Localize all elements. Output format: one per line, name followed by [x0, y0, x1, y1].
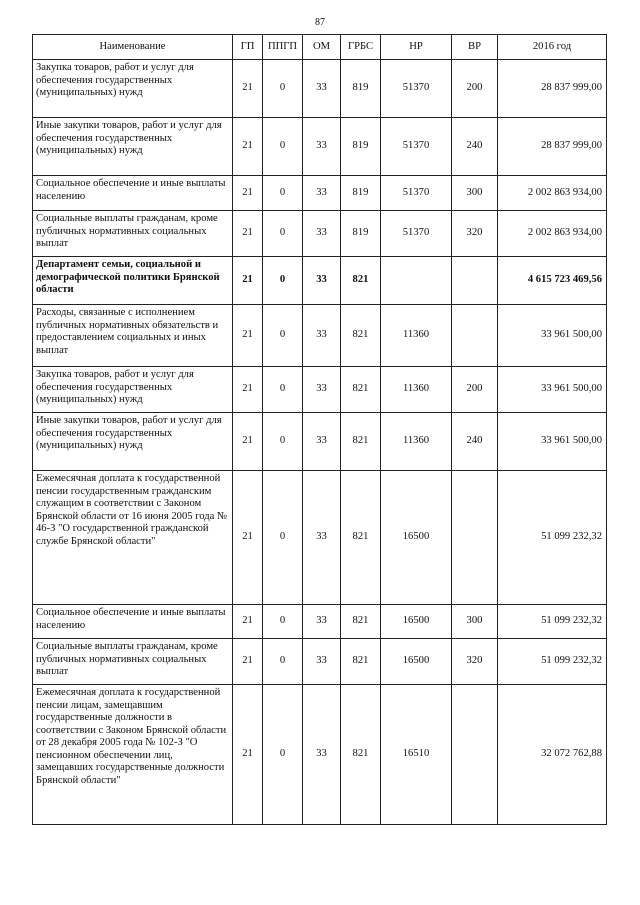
table-row	[33, 305, 607, 367]
row-amount-2016: 4 615 723 469,56	[498, 257, 607, 305]
row-amount-2016: 51 099 232,32	[498, 605, 607, 639]
row-vr: 200	[452, 367, 498, 413]
row-name: Социальное обеспечение и иные выплаты населению	[33, 605, 233, 639]
row-gp: 21	[233, 60, 263, 118]
row-nr: 16500	[381, 471, 452, 605]
row-gp: 21	[233, 211, 263, 257]
row-gp: 21	[233, 639, 263, 685]
table-row	[33, 211, 607, 257]
header-row	[33, 35, 607, 60]
row-om: 33	[303, 685, 341, 825]
row-grbs: 821	[341, 257, 381, 305]
row-vr: 200	[452, 60, 498, 118]
row-ppgp: 0	[263, 605, 303, 639]
column-header-name: Наименование	[33, 35, 233, 60]
row-vr	[452, 305, 498, 367]
column-header-nr: НР	[381, 35, 452, 60]
row-grbs: 821	[341, 471, 381, 605]
column-header-grbs: ГРБС	[341, 35, 381, 60]
row-nr: 11360	[381, 305, 452, 367]
row-vr	[452, 257, 498, 305]
row-nr: 16500	[381, 605, 452, 639]
row-name: Расходы, связанные с исполнением публичных нормативных обязательств и предоставлением социальных и иных выплат	[33, 305, 233, 367]
row-gp: 21	[233, 257, 263, 305]
row-vr: 240	[452, 118, 498, 176]
page-number: 87	[315, 17, 325, 28]
table-row	[33, 413, 607, 471]
row-grbs: 821	[341, 685, 381, 825]
row-gp: 21	[233, 118, 263, 176]
row-ppgp: 0	[263, 60, 303, 118]
row-name: Закупка товаров, работ и услуг для обеспечения государственных (муниципальных) нужд	[33, 367, 233, 413]
table-row	[33, 605, 607, 639]
row-om: 33	[303, 118, 341, 176]
row-ppgp: 0	[263, 176, 303, 211]
row-name: Иные закупки товаров, работ и услуг для обеспечения государственных (муниципальных) нужд	[33, 413, 233, 471]
row-amount-2016: 51 099 232,32	[498, 639, 607, 685]
column-header-ppgp: ППГП	[263, 35, 303, 60]
row-amount-2016: 32 072 762,88	[498, 685, 607, 825]
row-grbs: 819	[341, 176, 381, 211]
row-name: Ежемесячная доплата к государственной пенсии государственным гражданским служащим в соответствии с Законом Брянской области от 16 июня 2005 года № 46-З "О государственной гражданской службе Брянской области"	[33, 471, 233, 605]
row-om: 33	[303, 305, 341, 367]
row-vr: 300	[452, 605, 498, 639]
table-row	[33, 257, 607, 305]
column-header-amount-2016: 2016 год	[498, 35, 607, 60]
row-om: 33	[303, 605, 341, 639]
row-om: 33	[303, 257, 341, 305]
row-grbs: 821	[341, 305, 381, 367]
row-nr	[381, 257, 452, 305]
row-vr: 300	[452, 176, 498, 211]
row-om: 33	[303, 176, 341, 211]
row-vr: 240	[452, 413, 498, 471]
row-name: Департамент семьи, социальной и демографической политики Брянской области	[33, 257, 233, 305]
row-ppgp: 0	[263, 471, 303, 605]
row-vr	[452, 685, 498, 825]
row-om: 33	[303, 211, 341, 257]
row-grbs: 819	[341, 118, 381, 176]
row-name: Социальные выплаты гражданам, кроме публичных нормативных социальных выплат	[33, 639, 233, 685]
row-om: 33	[303, 413, 341, 471]
row-nr: 51370	[381, 211, 452, 257]
row-amount-2016: 33 961 500,00	[498, 413, 607, 471]
table-row	[33, 367, 607, 413]
row-grbs: 821	[341, 605, 381, 639]
row-nr: 51370	[381, 118, 452, 176]
row-amount-2016: 2 002 863 934,00	[498, 211, 607, 257]
row-gp: 21	[233, 176, 263, 211]
row-amount-2016: 33 961 500,00	[498, 305, 607, 367]
row-vr	[452, 471, 498, 605]
table-row	[33, 60, 607, 118]
row-ppgp: 0	[263, 639, 303, 685]
row-grbs: 821	[341, 413, 381, 471]
row-gp: 21	[233, 305, 263, 367]
row-gp: 21	[233, 471, 263, 605]
row-ppgp: 0	[263, 685, 303, 825]
row-amount-2016: 51 099 232,32	[498, 471, 607, 605]
row-vr: 320	[452, 639, 498, 685]
row-om: 33	[303, 60, 341, 118]
row-name: Ежемесячная доплата к государственной пенсии лицам, замещавшим государственные должности в соответствии с Законом Брянской области от 28 декабря 2005 года № 102-З "О пенсионном обеспечении лиц, замещавших государственные должности Брянской области"	[33, 685, 233, 825]
row-om: 33	[303, 471, 341, 605]
row-grbs: 821	[341, 367, 381, 413]
row-gp: 21	[233, 605, 263, 639]
table-header	[33, 35, 607, 60]
row-nr: 51370	[381, 60, 452, 118]
row-ppgp: 0	[263, 211, 303, 257]
row-grbs: 821	[341, 639, 381, 685]
row-om: 33	[303, 367, 341, 413]
row-nr: 51370	[381, 176, 452, 211]
row-name: Иные закупки товаров, работ и услуг для обеспечения государственных (муниципальных) нужд	[33, 118, 233, 176]
row-ppgp: 0	[263, 257, 303, 305]
row-gp: 21	[233, 685, 263, 825]
table-row	[33, 471, 607, 605]
row-nr: 16500	[381, 639, 452, 685]
table-row	[33, 118, 607, 176]
budget-table	[32, 34, 607, 825]
table-row	[33, 685, 607, 825]
row-grbs: 819	[341, 211, 381, 257]
column-header-om: ОМ	[303, 35, 341, 60]
row-amount-2016: 28 837 999,00	[498, 60, 607, 118]
row-gp: 21	[233, 367, 263, 413]
row-ppgp: 0	[263, 118, 303, 176]
row-vr: 320	[452, 211, 498, 257]
row-gp: 21	[233, 413, 263, 471]
table-body	[33, 60, 607, 825]
row-name: Социальные выплаты гражданам, кроме публичных нормативных социальных выплат	[33, 211, 233, 257]
row-om: 33	[303, 639, 341, 685]
row-ppgp: 0	[263, 367, 303, 413]
column-header-gp: ГП	[233, 35, 263, 60]
row-amount-2016: 33 961 500,00	[498, 367, 607, 413]
row-ppgp: 0	[263, 305, 303, 367]
row-nr: 16510	[381, 685, 452, 825]
row-name: Закупка товаров, работ и услуг для обеспечения государственных (муниципальных) нужд	[33, 60, 233, 118]
row-name: Социальное обеспечение и иные выплаты населению	[33, 176, 233, 211]
row-amount-2016: 2 002 863 934,00	[498, 176, 607, 211]
table-row	[33, 176, 607, 211]
row-ppgp: 0	[263, 413, 303, 471]
row-nr: 11360	[381, 367, 452, 413]
row-nr: 11360	[381, 413, 452, 471]
row-amount-2016: 28 837 999,00	[498, 118, 607, 176]
column-header-vr: ВР	[452, 35, 498, 60]
row-grbs: 819	[341, 60, 381, 118]
table-row	[33, 639, 607, 685]
